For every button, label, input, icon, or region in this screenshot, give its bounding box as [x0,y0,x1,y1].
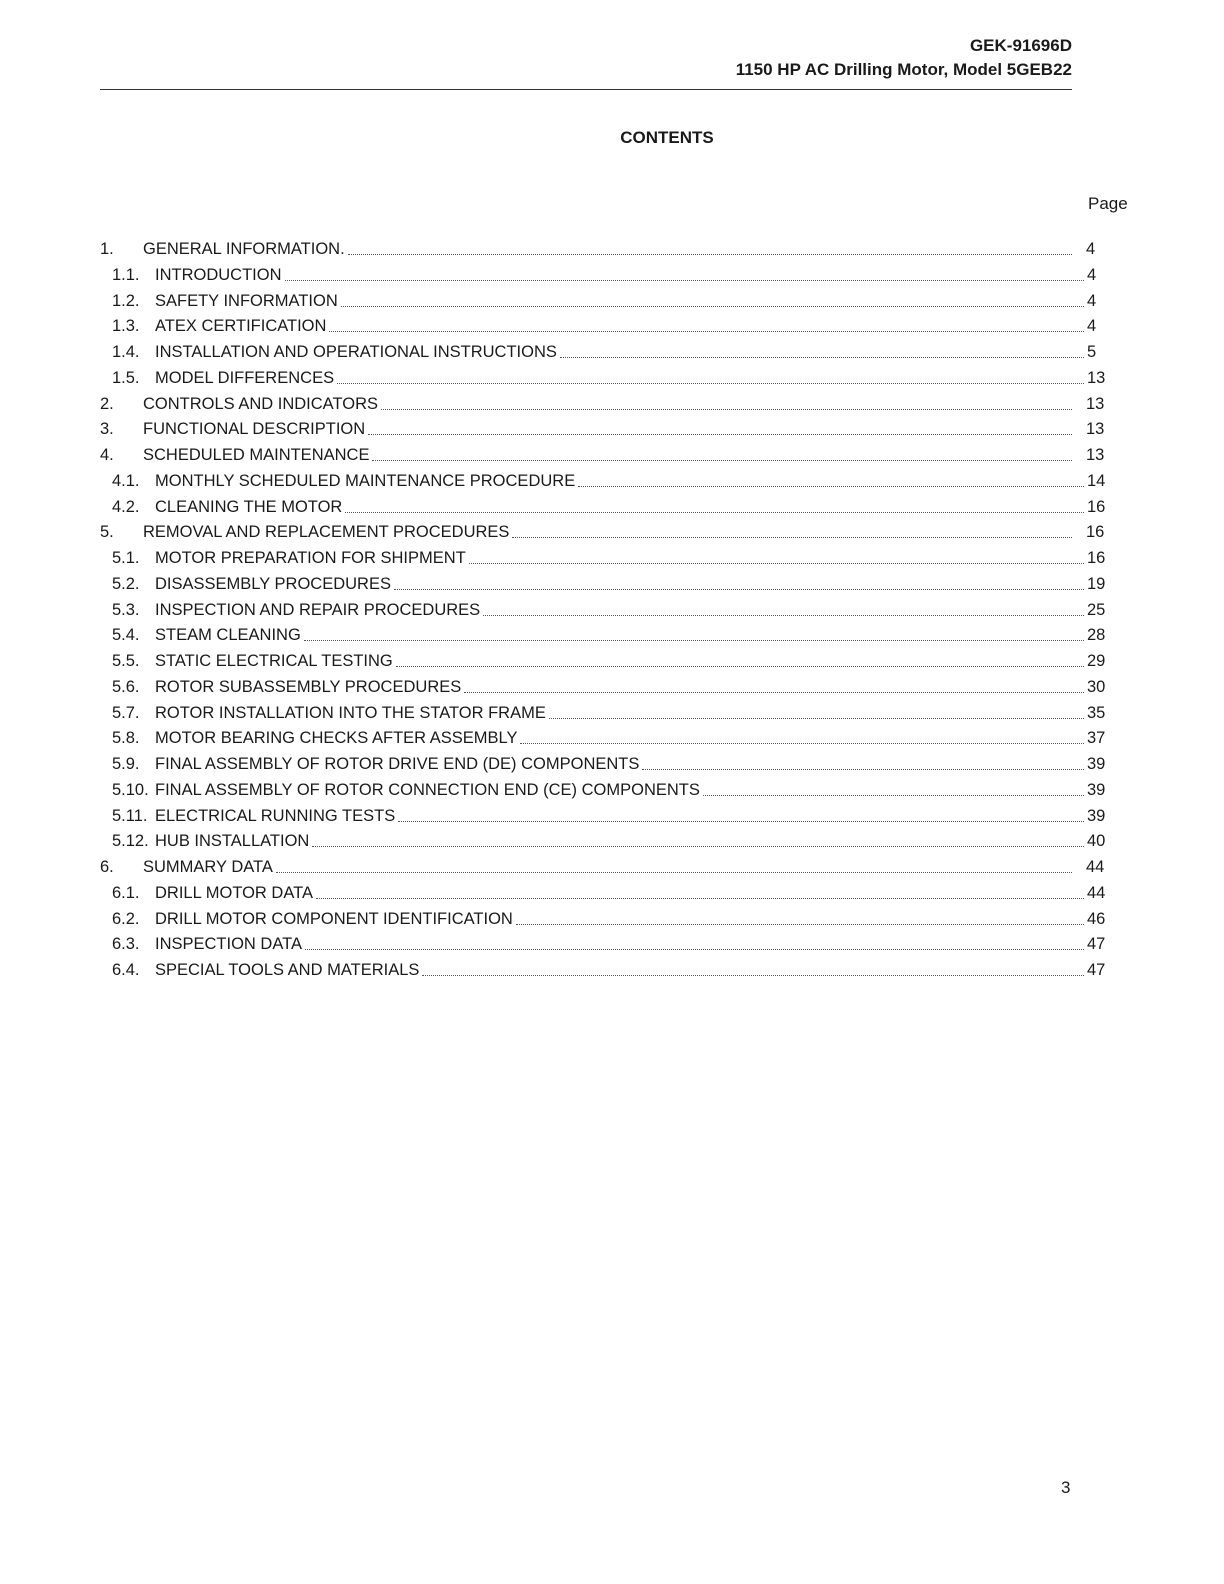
toc-entry-page: 28 [1087,626,1106,645]
toc-entry-title: HUB INSTALLATION [155,832,310,851]
toc-entry-number: 5.9. [112,755,140,773]
toc-entry-page: 4 [1086,240,1096,258]
toc-entry-number: 1. [100,240,114,258]
toc-entry-title: GENERAL INFORMATION. [143,240,345,258]
toc-entry-title: INSPECTION AND REPAIR PROCEDURES [155,600,481,619]
toc-entry-page: 44 [1087,883,1106,902]
toc-entry[interactable] [0,468,1224,494]
toc-entry[interactable] [0,262,1224,288]
toc-entry-page: 19 [1087,574,1106,593]
toc-entry[interactable] [0,854,1224,880]
toc-entry-number: 6.1. [112,883,140,902]
toc-entry-page: 37 [1087,729,1106,748]
toc-leader-dots [464,674,1084,693]
toc-entry[interactable] [0,751,1224,777]
toc-entry[interactable] [0,957,1224,983]
header-divider [100,89,1072,90]
page-column-label: Page [1088,194,1128,213]
toc-entry[interactable] [0,828,1224,854]
toc-entry-number: 5.8. [112,729,140,748]
toc-entry-title: MONTHLY SCHEDULED MAINTENANCE PROCEDURE [155,471,576,490]
toc-entry-page: 16 [1087,549,1106,567]
toc-leader-dots [345,494,1084,513]
toc-entry-title: STATIC ELECTRICAL TESTING [155,652,393,670]
toc-entry-title: DRILL MOTOR DATA [155,883,313,902]
toc-entry[interactable] [0,313,1224,339]
toc-entry-page: 4 [1087,317,1097,336]
toc-entry[interactable] [0,236,1224,262]
toc-entry[interactable] [0,519,1224,545]
toc-entry[interactable] [0,777,1224,803]
toc-entry[interactable] [0,365,1224,391]
toc-entry-number: 5.2. [112,574,140,593]
toc-leader-dots [396,648,1084,667]
toc-entry-page: 13 [1086,446,1105,464]
toc-leader-dots [316,880,1084,899]
toc-entry-number: 6.3. [112,935,140,954]
toc-entry-page: 35 [1087,703,1106,722]
toc-entry-page: 14 [1087,471,1106,490]
toc-entry-title: INSTALLATION AND OPERATIONAL INSTRUCTIONS [155,343,557,361]
toc-leader-dots [520,725,1084,744]
toc-entry-number: 5.11. [112,806,148,825]
toc-entry-number: 5.10. [112,780,149,799]
toc-entry-number: 4.2. [112,497,140,516]
toc-entry-number: 5.12. [112,832,149,851]
toc-entry-number: 3. [100,420,114,439]
toc-entry-page: 25 [1087,600,1106,619]
toc-entry-number: 5.6. [112,677,140,696]
toc-entry[interactable] [0,803,1224,829]
toc-entry[interactable] [0,494,1224,520]
toc-leader-dots [398,803,1084,822]
toc-entry-number: 4. [100,446,114,464]
toc-leader-dots [394,571,1084,590]
toc-entry[interactable] [0,391,1224,417]
toc-leader-dots [422,957,1084,976]
toc-entry-number: 5.5. [112,652,140,670]
toc-entry-number: 5. [100,523,114,542]
toc-leader-dots [368,416,1072,435]
toc-entry-page: 39 [1087,780,1106,799]
toc-entry-number: 4.1. [112,471,140,490]
toc-entry[interactable] [0,880,1224,906]
toc-entry-number: 1.3. [112,317,140,336]
toc-leader-dots [381,391,1072,410]
toc-entry-title: SAFETY INFORMATION [155,291,338,310]
toc-entry-page: 30 [1087,677,1106,696]
toc-entry-number: 5.4. [112,626,140,645]
toc-leader-dots [560,339,1084,358]
toc-leader-dots [578,468,1084,487]
toc-entry-title: REMOVAL AND REPLACEMENT PROCEDURES [143,523,510,542]
toc-entry-number: 1.4. [112,343,140,361]
toc-leader-dots [483,597,1084,616]
toc-entry[interactable] [0,416,1224,442]
toc-entry-title: DRILL MOTOR COMPONENT IDENTIFICATION [155,909,513,928]
toc-entry-title: MOTOR BEARING CHECKS AFTER ASSEMBLY [155,729,518,748]
page-header [736,34,1072,82]
toc-entry-page: 16 [1086,523,1105,542]
toc-entry[interactable] [0,931,1224,957]
toc-entry-page: 4 [1087,265,1097,284]
toc-entry[interactable] [0,288,1224,314]
toc-leader-dots [312,828,1084,847]
toc-entry-title: INTRODUCTION [155,265,282,284]
toc-entry[interactable] [0,571,1224,597]
toc-entry-title: ROTOR SUBASSEMBLY PROCEDURES [155,677,462,696]
toc-entry[interactable] [0,545,1224,571]
toc-entry-title: FINAL ASSEMBLY OF ROTOR DRIVE END (DE) COMPONENTS [155,755,640,773]
toc-leader-dots [703,777,1084,796]
toc-entry[interactable] [0,597,1224,623]
toc-entry-page: 4 [1087,291,1097,310]
toc-entry-page: 40 [1087,832,1106,851]
toc-entry-page: 47 [1087,935,1106,954]
toc-entry-title: CLEANING THE MOTOR [155,497,343,516]
toc-entry[interactable] [0,442,1224,468]
toc-leader-dots [348,236,1072,255]
toc-entry-title: FUNCTIONAL DESCRIPTION [143,420,366,439]
toc-entry-title: STEAM CLEANING [155,626,301,645]
toc-entry-number: 1.5. [112,368,140,387]
toc-leader-dots [549,700,1084,719]
toc-entry-page: 39 [1087,755,1106,773]
toc-entry-number: 1.2. [112,291,140,310]
toc-entry-title: SUMMARY DATA [143,858,273,876]
toc-leader-dots [642,751,1084,770]
toc-entry-title: FINAL ASSEMBLY OF ROTOR CONNECTION END (CE) COMPONENTS [155,780,700,799]
toc-leader-dots [276,854,1072,873]
toc-leader-dots [329,313,1084,332]
toc-entry-number: 5.3. [112,600,140,619]
toc-entry-page: 13 [1086,420,1105,439]
toc-entry-number: 6. [100,858,114,876]
toc-entry-page: 44 [1086,858,1105,876]
toc-entry-title: INSPECTION DATA [155,935,302,954]
toc-entry-page: 13 [1086,394,1105,413]
toc-leader-dots [305,931,1084,950]
toc-leader-dots [337,365,1084,384]
contents-heading: CONTENTS [620,128,714,147]
toc-leader-dots [469,545,1084,564]
toc-entry-title: ELECTRICAL RUNNING TESTS [155,806,396,825]
page-number: 3 [1061,1478,1071,1497]
toc-entry-page: 5 [1087,343,1097,361]
toc-leader-dots [285,262,1084,281]
toc-leader-dots [304,622,1084,641]
toc-entry-page: 16 [1087,497,1106,516]
toc-entry-title: SCHEDULED MAINTENANCE [143,446,370,464]
toc-leader-dots [512,519,1072,538]
toc-entry[interactable] [0,648,1224,674]
table-of-contents [0,236,1224,983]
toc-entry-number: 5.1. [112,549,140,567]
toc-entry[interactable] [0,622,1224,648]
toc-entry-page: 13 [1087,368,1106,387]
doc-number: GEK-91696D [969,36,1072,55]
toc-entry[interactable] [0,700,1224,726]
toc-entry-number: 1.1. [112,265,140,284]
toc-entry-title: MODEL DIFFERENCES [155,368,335,387]
toc-leader-dots [516,906,1084,925]
toc-entry-title: CONTROLS AND INDICATORS [143,394,379,413]
toc-entry-title: SPECIAL TOOLS AND MATERIALS [155,961,420,979]
toc-entry[interactable] [0,906,1224,932]
toc-entry[interactable] [0,674,1224,700]
toc-entry-page: 29 [1087,652,1106,670]
toc-entry-page: 46 [1087,909,1106,928]
toc-entry-title: ROTOR INSTALLATION INTO THE STATOR FRAME [155,703,546,722]
toc-entry-title: DISASSEMBLY PROCEDURES [155,574,391,593]
toc-entry-number: 5.7. [112,703,140,722]
toc-entry-number: 6.4. [112,961,140,979]
toc-entry-title: MOTOR PREPARATION FOR SHIPMENT [155,549,466,567]
toc-entry[interactable] [0,339,1224,365]
toc-entry-number: 2. [100,394,114,413]
toc-entry-page: 47 [1087,961,1106,979]
toc-leader-dots [341,288,1084,307]
toc-entry-title: ATEX CERTIFICATION [155,317,327,336]
toc-entry-page: 39 [1087,806,1106,825]
doc-title: 1150 HP AC Drilling Motor, Model 5GEB22 [735,60,1072,79]
toc-entry-number: 6.2. [112,909,140,928]
toc-leader-dots [372,442,1072,461]
toc-entry[interactable] [0,725,1224,751]
